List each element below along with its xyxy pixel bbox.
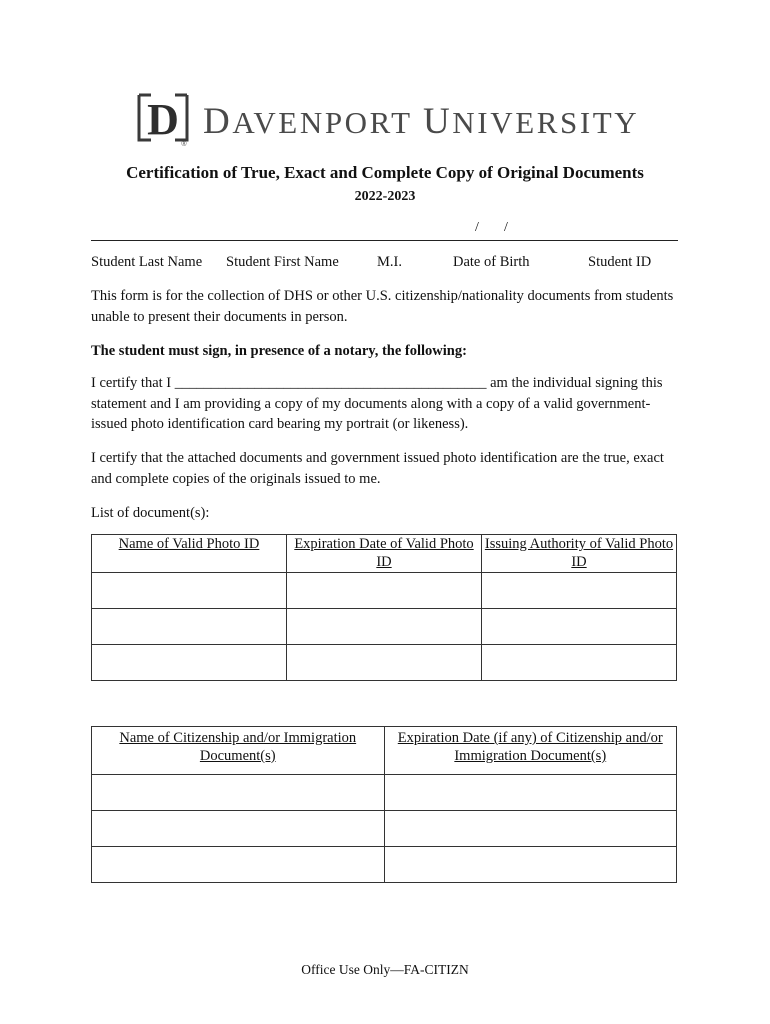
dob-slash-1: / (475, 220, 479, 235)
document-title: Certification of True, Exact and Complete Copy of Original Documents (126, 163, 644, 182)
table-cell[interactable] (92, 645, 287, 681)
document-list-label: List of document(s): (91, 505, 210, 521)
table-cell[interactable] (482, 645, 677, 681)
academic-year: 2022-2023 (354, 189, 416, 204)
student-info-line[interactable] (91, 240, 678, 241)
certification-statement-2: I certify that the attached documents and government issued photo identification are the true, exact and complete copies of the originals issued to me. (91, 450, 664, 487)
citizenship-document-table (91, 726, 677, 883)
header-photo-id-expiration: Expiration Date of Valid Photo ID (287, 535, 482, 573)
photo-id-table (91, 534, 677, 681)
signer-name-blank[interactable]: ___________________________________________ (174, 375, 487, 391)
header-citizenship-doc-expiration: Expiration Date (if any) of Citizenship and/or Immigration Document(s) (384, 727, 677, 775)
label-student-id: Student ID (588, 254, 652, 270)
table-cell[interactable] (384, 811, 677, 847)
table-cell[interactable] (384, 775, 677, 811)
dob-slash-2: / (504, 220, 508, 235)
table-cell[interactable] (92, 811, 385, 847)
table-cell[interactable] (287, 609, 482, 645)
office-use-footer: Office Use Only—FA-CITIZN (301, 962, 469, 977)
table-row (92, 847, 677, 883)
table-cell[interactable] (92, 847, 385, 883)
table-cell[interactable] (287, 573, 482, 609)
table-cell[interactable] (92, 775, 385, 811)
notary-instruction: The student must sign, in presence of a notary, the following: (91, 343, 467, 359)
intro-paragraph: This form is for the collection of DHS or other U.S. citizenship/nationality documents from students unable to present their documents in person. (91, 288, 674, 325)
header-citizenship-doc-name: Name of Citizenship and/or Immigration Document(s) (92, 727, 385, 775)
logo-letter: D (147, 95, 179, 144)
table-row (92, 775, 677, 811)
certification-statement-1: I certify that I ___________________________________________ am the individual signing this statement and I am providing a copy of my documents along with a copy of a valid government-issued photo identification card bearing my portrait (or likeness). (91, 375, 663, 432)
table-row (92, 573, 677, 609)
header-photo-id-authority: Issuing Authority of Valid Photo ID (482, 535, 677, 573)
table-row (92, 609, 677, 645)
label-last-name: Student Last Name (91, 254, 203, 270)
table-cell[interactable] (92, 573, 287, 609)
header-photo-id-name: Name of Valid Photo ID (92, 535, 287, 573)
registered-mark: ® (181, 141, 187, 146)
table-cell[interactable] (482, 609, 677, 645)
table-cell[interactable] (482, 573, 677, 609)
label-dob: Date of Birth (453, 254, 530, 270)
table-cell[interactable] (384, 847, 677, 883)
table-row (92, 645, 677, 681)
table-row (92, 811, 677, 847)
university-wordmark: DAVENPORT UNIVERSITY (203, 101, 640, 142)
table-cell[interactable] (287, 645, 482, 681)
university-logo-mark (137, 92, 189, 146)
table-cell[interactable] (92, 609, 287, 645)
label-first-name: Student First Name (226, 254, 339, 270)
label-mi: M.I. (377, 254, 402, 270)
